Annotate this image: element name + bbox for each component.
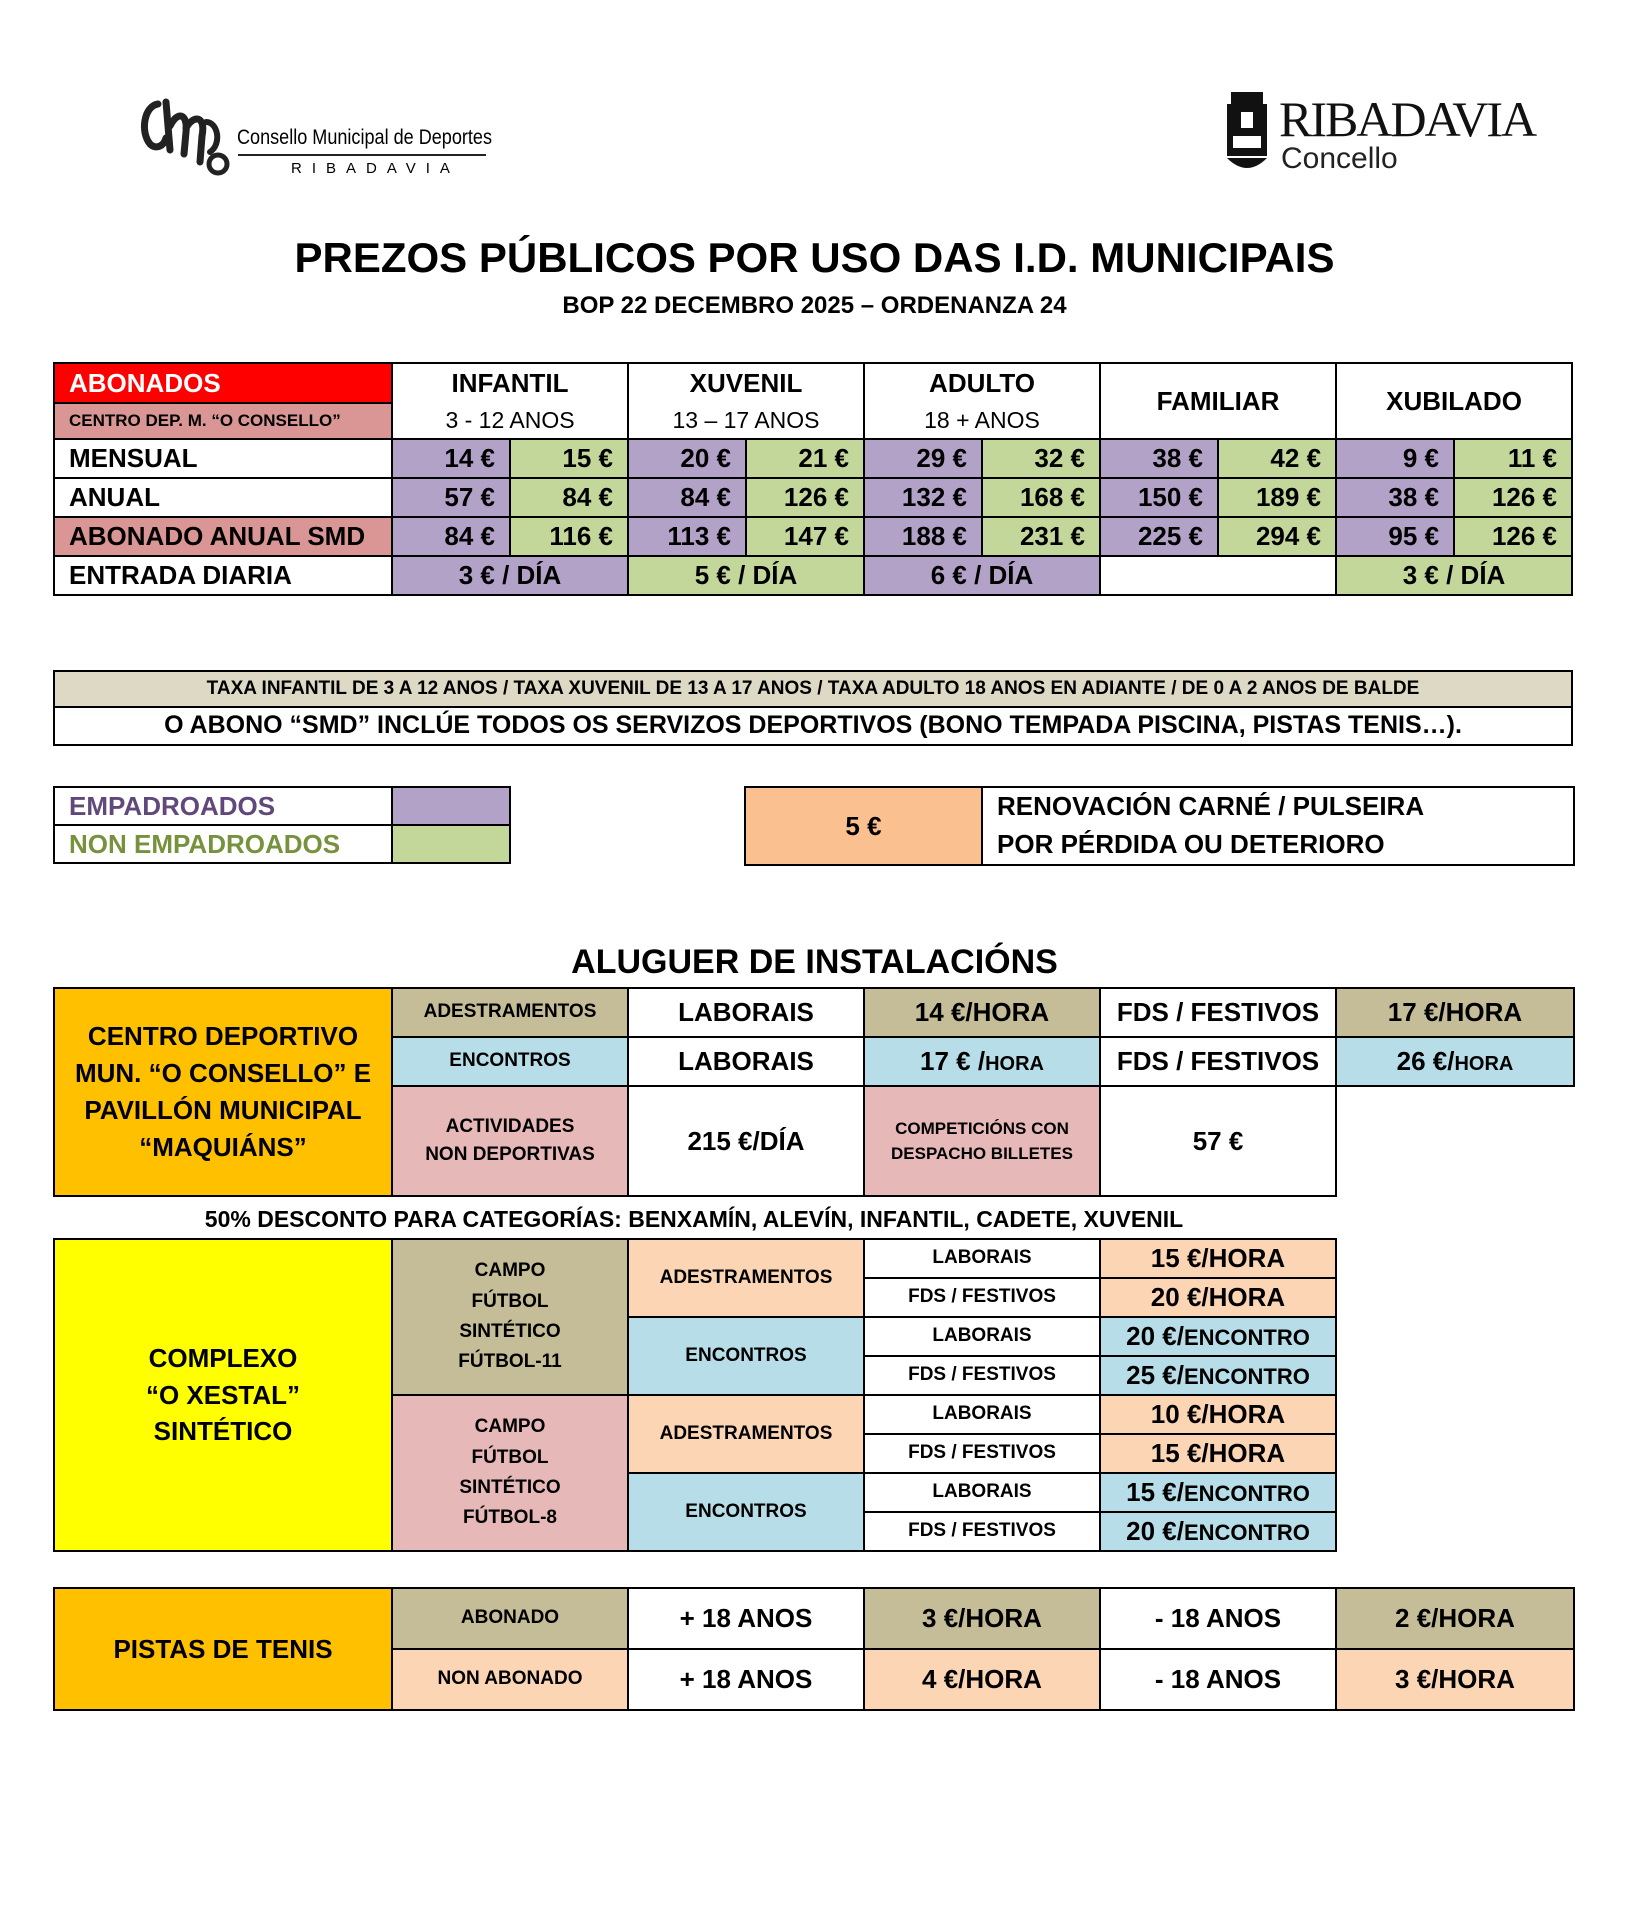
price-cell: 20 €: [628, 439, 746, 478]
f8-enc-fds: FDS / FESTIVOS: [864, 1512, 1100, 1551]
centro-encontros: ENCONTROS: [392, 1037, 628, 1086]
campo8-line: FÚTBOL: [471, 1446, 549, 1468]
castle-crest-icon: [1223, 86, 1271, 176]
tenis-name: PISTAS DE TENIS: [54, 1588, 392, 1710]
legend-empadroados-label: EMPADROADOS: [54, 787, 392, 825]
campo11-line: CAMPO: [474, 1260, 546, 1282]
ages-xuvenil: 13 – 17 ANOS: [628, 403, 864, 439]
price-cell: 147 €: [746, 517, 864, 556]
campo8-line: SINTÉTICO: [459, 1477, 561, 1498]
price-cell: 95 €: [1336, 517, 1454, 556]
price-cell: 126 €: [1454, 517, 1572, 556]
xestal-name-line: SINTÉTICO: [153, 1416, 293, 1447]
price-cell: 225 €: [1100, 517, 1218, 556]
page-title: PREZOS PÚBLICOS POR USO DAS I.D. MUNICIPAIS: [294, 234, 1335, 281]
f11-adestramentos: ADESTRAMENTOS: [628, 1239, 864, 1317]
ribadavia-name: RIBADAVIA: [1279, 91, 1536, 147]
campo8-line: CAMPO: [474, 1416, 546, 1438]
price-cell: 116 €: [510, 517, 628, 556]
tenis-ab-under-price: 2 €/HORA: [1336, 1588, 1574, 1649]
price-cell: 84 €: [628, 478, 746, 517]
f11-encontros: ENCONTROS: [628, 1317, 864, 1395]
f11-adest-lab-price: 15 €/HORA: [1100, 1239, 1336, 1278]
centro-rental-table: [53, 987, 1575, 1197]
row-label-mensual: MENSUAL: [54, 439, 392, 478]
campo8-line: FÚTBOL-8: [463, 1507, 557, 1529]
actividades-price: 215 €/DÍA: [628, 1086, 864, 1196]
encontro-unit: ENCONTRO: [1183, 1325, 1310, 1351]
concello-name: Concello: [1281, 142, 1398, 175]
notes-table: [53, 670, 1573, 746]
centro-enc-fds-unit: HORA: [1454, 1053, 1514, 1076]
encontro-unit: ENCONTRO: [1183, 1481, 1310, 1507]
centro-name-line: PAVILLÓN MUNICIPAL: [84, 1095, 362, 1125]
tenis-nab-over-price: 4 €/HORA: [864, 1649, 1100, 1710]
price-cell: 42 €: [1218, 439, 1336, 478]
smd-divider: [238, 154, 486, 156]
ages-adulto: 18 + ANOS: [864, 403, 1100, 439]
tenis-non-abonado: NON ABONADO: [392, 1649, 628, 1710]
smd-emblem-icon: [136, 92, 236, 182]
entrada-infantil: 3 € / DÍA: [392, 556, 628, 595]
price-cell: 132 €: [864, 478, 982, 517]
price-cell: 113 €: [628, 517, 746, 556]
renovacion-table: [744, 786, 1575, 866]
tenis-table: [53, 1587, 1575, 1711]
legend-empadroados-swatch: [392, 787, 510, 825]
centro-laborais: LABORAIS: [628, 988, 864, 1037]
renovacion-line1: RENOVACIÓN CARNÉ / PULSEIRA: [997, 791, 1425, 822]
campo11-line: SINTÉTICO: [459, 1321, 561, 1342]
group-xubilado: XUBILADO: [1336, 363, 1572, 439]
desconto-note: 50% DESCONTO PARA CATEGORÍAS: BENXAMÍN, ALEVÍN, INFANTIL, CADETE, XUVENIL: [204, 1206, 1184, 1232]
f11-adest-laborais: LABORAIS: [864, 1239, 1100, 1278]
centro-laborais: LABORAIS: [628, 1037, 864, 1086]
f8-adest-fds: FDS / FESTIVOS: [864, 1434, 1100, 1473]
price-cell: 38 €: [1100, 439, 1218, 478]
f8-enc-fds-price: 20 €/: [1126, 1516, 1184, 1547]
f8-adest-lab-price: 10 €/HORA: [1100, 1395, 1336, 1434]
f8-adest-fds-price: 15 €/HORA: [1100, 1434, 1336, 1473]
entrada-xuvenil: 5 € / DÍA: [628, 556, 864, 595]
legend-non-empadroados-label: NON EMPADROADOS: [54, 825, 392, 863]
f11-adest-fds: FDS / FESTIVOS: [864, 1278, 1100, 1317]
price-cell: 231 €: [982, 517, 1100, 556]
price-cell: 32 €: [982, 439, 1100, 478]
f8-encontros: ENCONTROS: [628, 1473, 864, 1551]
tenis-nab-under-price: 3 €/HORA: [1336, 1649, 1574, 1710]
ages-infantil: 3 - 12 ANOS: [392, 403, 628, 439]
group-familiar: FAMILIAR: [1100, 363, 1336, 439]
legend-table: [53, 786, 511, 864]
entrada-xubilado: 3 € / DÍA: [1336, 556, 1572, 595]
price-cell: 189 €: [1218, 478, 1336, 517]
f11-enc-fds: FDS / FESTIVOS: [864, 1356, 1100, 1395]
group-adulto: ADULTO: [864, 363, 1100, 403]
f11-enc-lab-price: 20 €/: [1126, 1321, 1184, 1352]
xestal-name-line: “O XESTAL”: [145, 1379, 301, 1410]
centro-adest-lab-price: 14 €/HORA: [864, 988, 1100, 1037]
centro-enc-lab-unit: HORA: [985, 1053, 1044, 1076]
ribadavia-logo: [1223, 86, 1536, 182]
price-cell: 294 €: [1218, 517, 1336, 556]
group-xuvenil: XUVENIL: [628, 363, 864, 403]
xestal-rental-table: [53, 1238, 1337, 1552]
f8-enc-laborais: LABORAIS: [864, 1473, 1100, 1512]
centro-name-line: MUN. “O CONSELLO” E: [74, 1058, 372, 1089]
competicions-price: 57 €: [1100, 1086, 1336, 1196]
price-cell: 126 €: [746, 478, 864, 517]
f8-adestramentos: ADESTRAMENTOS: [628, 1395, 864, 1473]
competicions-line: DESPACHO BILLETES: [891, 1144, 1073, 1163]
actividades-line: ACTIVIDADES: [445, 1115, 575, 1137]
campo11-line: FÚTBOL: [471, 1290, 549, 1312]
price-cell: 150 €: [1100, 478, 1218, 517]
price-cell: 168 €: [982, 478, 1100, 517]
f11-enc-fds-price: 25 €/: [1126, 1360, 1184, 1391]
price-cell: 11 €: [1454, 439, 1572, 478]
encontro-unit: ENCONTRO: [1183, 1520, 1310, 1546]
centro-name-line: CENTRO DEPORTIVO: [87, 1021, 359, 1052]
actividades-line: NON DEPORTIVAS: [425, 1144, 595, 1165]
f11-adest-fds-price: 20 €/HORA: [1100, 1278, 1336, 1317]
row-label-anual: ANUAL: [54, 478, 392, 517]
price-cell: 38 €: [1336, 478, 1454, 517]
xestal-name-line: COMPLEXO: [148, 1342, 298, 1373]
price-cell: 14 €: [392, 439, 510, 478]
tenis-ab-over-price: 3 €/HORA: [864, 1588, 1100, 1649]
group-infantil: INFANTIL: [392, 363, 628, 403]
renovacion-line2: POR PÉRDIDA OU DETERIORO: [997, 829, 1385, 859]
taxa-note: TAXA INFANTIL DE 3 A 12 ANOS / TAXA XUVENIL DE 13 A 17 ANOS / TAXA ADULTO 18 ANOS EN ADIANTE / DE 0 A 2 ANOS DE BALDE: [54, 671, 1572, 707]
tenis-over18: + 18 ANOS: [628, 1588, 864, 1649]
tenis-over18: + 18 ANOS: [628, 1649, 864, 1710]
price-cell: 84 €: [510, 478, 628, 517]
tenis-under18: - 18 ANOS: [1100, 1588, 1336, 1649]
renovacion-price: 5 €: [745, 787, 982, 865]
price-cell: 29 €: [864, 439, 982, 478]
centro-name-line: “MAQUIÁNS”: [139, 1131, 307, 1162]
abonados-label: ABONADOS: [54, 363, 392, 403]
f8-enc-lab-price: 15 €/: [1126, 1477, 1184, 1508]
legend-non-empadroados-swatch: [392, 825, 510, 863]
smd-town: RIBADAVIA: [291, 160, 460, 177]
smd-note: O ABONO “SMD” INCLÚE TODOS OS SERVIZOS DEPORTIVOS (BONO TEMPADA PISCINA, PISTAS TENIS…).: [54, 707, 1572, 745]
centro-adestramentos: ADESTRAMENTOS: [392, 988, 628, 1037]
price-cell: 126 €: [1454, 478, 1572, 517]
price-cell: 57 €: [392, 478, 510, 517]
price-cell: 188 €: [864, 517, 982, 556]
smd-name: Consello Municipal de Deportes: [237, 126, 492, 149]
centro-enc-lab-price: 17 € /: [920, 1046, 986, 1077]
encontro-unit: ENCONTRO: [1183, 1364, 1310, 1390]
entrada-adulto: 6 € / DÍA: [864, 556, 1100, 595]
centro-label: CENTRO DEP. M. “O CONSELLO”: [54, 403, 392, 439]
entrada-familiar: [1100, 556, 1336, 595]
f11-enc-laborais: LABORAIS: [864, 1317, 1100, 1356]
price-cell: 21 €: [746, 439, 864, 478]
aluguer-title: ALUGUER DE INSTALACIÓNS: [571, 943, 1058, 981]
abonados-table: [53, 362, 1573, 596]
centro-fds: FDS / FESTIVOS: [1100, 988, 1336, 1037]
price-cell: 9 €: [1336, 439, 1454, 478]
centro-enc-fds-price: 26 €/: [1396, 1046, 1455, 1077]
tenis-abonado: ABONADO: [392, 1588, 628, 1649]
centro-fds: FDS / FESTIVOS: [1100, 1037, 1336, 1086]
page-subtitle: BOP 22 DECEMBRO 2025 – ORDENANZA 24: [562, 292, 1067, 319]
price-cell: 84 €: [392, 517, 510, 556]
f8-adest-laborais: LABORAIS: [864, 1395, 1100, 1434]
row-label-entrada: ENTRADA DIARIA: [54, 556, 392, 595]
tenis-under18: - 18 ANOS: [1100, 1649, 1336, 1710]
smd-logo: [136, 92, 496, 182]
centro-adest-fds-price: 17 €/HORA: [1336, 988, 1574, 1037]
competicions-line: COMPETICIÓNS CON: [895, 1118, 1069, 1138]
campo11-line: FÚTBOL-11: [458, 1351, 562, 1373]
row-label-anual-smd: ABONADO ANUAL SMD: [54, 517, 392, 556]
empty-cell: [1336, 1086, 1574, 1196]
price-cell: 15 €: [510, 439, 628, 478]
